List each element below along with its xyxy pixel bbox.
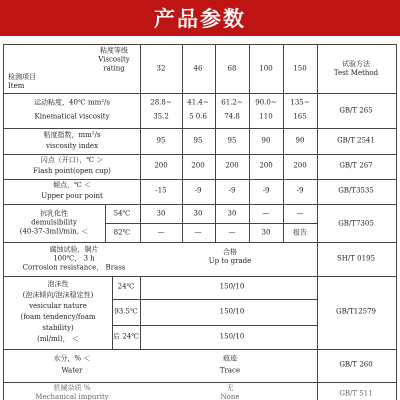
vi-label (43, 131, 100, 151)
header-rating (98, 47, 130, 74)
demuls-label-en: demulsibility (31, 218, 77, 227)
kin-68 (221, 99, 242, 122)
line-demuls-mid (105, 223, 317, 224)
line-top (3, 44, 397, 45)
line-kin-bottom (3, 128, 397, 129)
foam-label-3: vesicular nature (29, 302, 87, 310)
mech-value (221, 384, 240, 400)
demuls-temp-82: 82℃ (113, 228, 131, 237)
corr-value-en: Up to grade (208, 257, 252, 265)
kin-46-a: 41.4~ (187, 98, 209, 107)
col-line-item (140, 44, 141, 204)
demuls-label (20, 210, 89, 237)
demuls-54-46: 30 (193, 209, 203, 218)
pour-label-en: Upper pour point (41, 192, 103, 200)
demuls-82-32: — (157, 228, 165, 237)
flash-label-zh: 闪点（开口），℃ ＞ (40, 156, 104, 164)
water-label (54, 355, 91, 376)
col-line-foam (140, 276, 141, 349)
method-en: Test Method (333, 69, 379, 77)
flash-100: 200 (259, 161, 273, 170)
foam-label-5: stability) (42, 324, 74, 332)
kin-150-a: 135~ (290, 98, 310, 107)
demuls-method: GB/T7305 (338, 219, 374, 228)
col-line-method (317, 44, 318, 400)
col-line-g100 (283, 44, 284, 242)
grade-68: 68 (227, 64, 237, 73)
mech-label-zh: 机械杂质 % (53, 384, 91, 392)
grade-150: 150 (293, 64, 307, 73)
rating-en1: Viscosity (98, 55, 130, 64)
spec-table (0, 36, 400, 400)
col-line-g46 (215, 44, 216, 242)
corr-method: SH/T 0195 (337, 254, 375, 263)
kin-100 (255, 99, 276, 122)
foam-temp-2: 93.5℃ (114, 307, 138, 316)
grade-32: 32 (156, 64, 166, 73)
demuls-54-68: 30 (227, 209, 237, 218)
vi-150: 90 (295, 136, 305, 145)
line-flash-bottom (3, 179, 397, 180)
demuls-82-68: — (228, 228, 236, 237)
demuls-label-zh: 抗乳化性 (40, 209, 68, 218)
foam-value-3: 150/10 (219, 332, 245, 341)
col-line-demuls-sub (105, 204, 106, 242)
kin-100-a: 90.0~ (255, 98, 277, 107)
flash-68: 200 (225, 161, 239, 170)
banner-title: 产品参数 (154, 7, 246, 31)
kin-46 (187, 99, 208, 122)
pour-method: GB/T3535 (338, 186, 374, 195)
border-left (3, 44, 4, 400)
corr-value-zh: 合格 (222, 248, 237, 256)
col-line-g32 (182, 44, 183, 242)
item-en: Item (8, 82, 25, 90)
border-right (396, 44, 397, 400)
foam-label-1: 泡沫性 (47, 280, 69, 288)
header-item (8, 73, 36, 91)
demuls-54-100: — (262, 209, 270, 218)
mech-value-zh: 无 (226, 384, 234, 392)
line-foam-bottom (3, 349, 397, 350)
foam-temp-1: 24℃ (117, 282, 135, 291)
kin-label (34, 99, 110, 122)
line-water-bottom (3, 382, 397, 383)
pour-150: -9 (296, 186, 304, 195)
mech-label (35, 384, 108, 400)
vi-68: 95 (227, 136, 237, 145)
vi-46: 95 (193, 136, 203, 145)
flash-label (33, 156, 111, 176)
demuls-82-100: 30 (261, 228, 271, 237)
foam-temp-3: 后 24℃ (113, 332, 139, 341)
water-value-en: Trace (219, 366, 241, 375)
mech-value-en: None (220, 393, 240, 400)
demuls-temp-54: 54℃ (113, 209, 131, 218)
corr-label-en: Corrosion resistance， Brass (22, 263, 126, 272)
mech-method: GB/T 511 (339, 389, 373, 398)
corr-label-cond: 100℃， 3 h (53, 254, 95, 263)
water-value (220, 355, 240, 376)
vi-method: GB/T 2541 (337, 136, 375, 145)
item-zh: 检测项目 (8, 73, 36, 81)
kin-100-b: 110 (259, 112, 273, 121)
vi-label-en: viscosity index (45, 142, 99, 150)
grade-46: 46 (193, 64, 203, 73)
flash-label-en: Flash point(open cup) (33, 167, 111, 175)
pour-46: -9 (194, 186, 202, 195)
line-foam-mid2 (112, 325, 317, 326)
foam-label-2: (泡沫倾向/泡沫稳定性) (22, 291, 94, 299)
demuls-54-150: — (296, 209, 304, 218)
line-vi-bottom (3, 154, 397, 155)
col-line-demuls (140, 204, 141, 242)
kin-46-b: 5 0.6 (189, 112, 207, 121)
foam-label-6: (ml/ml)， ＜ (37, 335, 79, 343)
kin-label-en: Kinematical viscosity (34, 112, 110, 121)
header-method (334, 60, 378, 78)
kin-label-zh: 运动粘度，40℃ mm²/s (34, 98, 110, 107)
vi-label-zh: 粘度指数，mm²/s (43, 131, 101, 139)
water-label-en: Water (61, 366, 83, 375)
line-foam-mid1 (112, 299, 317, 300)
line-corr-bottom (3, 276, 397, 277)
pour-label-zh: 倾点，℃ ＜ (52, 181, 92, 189)
line-header-bottom (3, 93, 397, 94)
kin-32 (150, 99, 171, 122)
flash-46: 200 (191, 161, 205, 170)
water-value-zh: 痕迹 (222, 354, 237, 363)
demuls-82-46: — (194, 228, 202, 237)
kin-method: GB/T 265 (339, 106, 373, 115)
line-demuls-bottom (3, 242, 397, 243)
kin-68-b: 74.8 (224, 112, 240, 121)
flash-150: 200 (293, 161, 307, 170)
col-line-g68 (249, 44, 250, 242)
grade-100: 100 (259, 64, 273, 73)
flash-32: 200 (154, 161, 168, 170)
foam-value-1: 150/10 (219, 282, 245, 291)
kin-150 (290, 99, 309, 122)
rating-en2: rating (103, 64, 125, 73)
method-zh: 试验方法 (341, 60, 370, 68)
corr-label-zh: 腐蚀试验，铜片 (49, 245, 99, 254)
rating-zh: 粘度等级 (100, 46, 128, 55)
foam-label-4: (foam tendency/foam (20, 313, 96, 321)
foam-label (20, 280, 95, 344)
line-pour-bottom (3, 204, 397, 205)
mech-label-en: Mechanical impurity (35, 393, 109, 400)
pour-100: -9 (262, 186, 270, 195)
water-label-zh: 水分，% ＜ (53, 354, 91, 363)
pour-label (41, 181, 103, 201)
kin-32-b: 35.2 (153, 112, 169, 121)
kin-150-b: 165 (293, 112, 307, 121)
kin-68-a: 61.2~ (221, 98, 243, 107)
vi-32: 95 (156, 136, 166, 145)
pour-32: -15 (155, 186, 167, 195)
water-method: GB/T 260 (339, 360, 373, 369)
demuls-54-32: 30 (156, 209, 166, 218)
demuls-82-150: 报告 (293, 228, 307, 237)
foam-method: GB/T12579 (335, 307, 377, 316)
vi-100: 90 (261, 136, 271, 145)
corr-label (23, 246, 126, 273)
page-banner (0, 0, 400, 36)
demuls-label-unit: (40-37-3ml)/min, ＜ (19, 227, 89, 236)
foam-value-2: 150/10 (219, 307, 245, 316)
kin-32-a: 28.8~ (150, 98, 172, 107)
corr-value (209, 248, 251, 266)
flash-method: GB/T 267 (339, 161, 373, 170)
pour-68: -9 (228, 186, 236, 195)
